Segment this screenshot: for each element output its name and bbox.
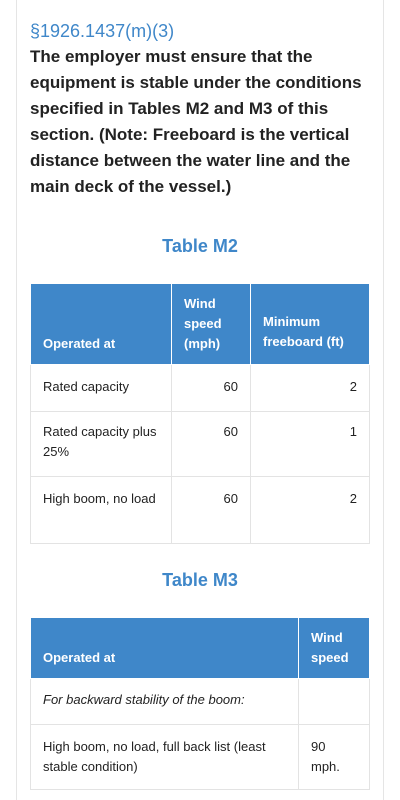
table-m3-empty-cell (299, 679, 370, 725)
section-statement: The employer must ensure that the equipment is stable under the conditions specified in Tables M2 and M3 of this section. (Note: Freeboard is the vertical distance between the water line and the main deck of the vessel.) (30, 47, 362, 196)
table-m2-cell-condition: Rated capacity (31, 365, 172, 412)
table-m2-header-minimum-freeboard: Minimum freeboard (ft) (251, 284, 370, 365)
table-row (31, 725, 370, 790)
table-m3-subheading: For backward stability of the boom: (31, 679, 299, 725)
table-m3-header-row (31, 618, 370, 679)
content (30, 0, 370, 790)
table-m2-cell-condition: Rated capacity plus 25% (31, 412, 172, 477)
table-m3 (30, 617, 370, 790)
table-m2-header-operated-at: Operated at (31, 284, 172, 365)
table-row (31, 477, 370, 544)
table-m2 (30, 283, 370, 544)
table-m2-cell-freeboard: 2 (251, 365, 370, 412)
right-margin-rule (383, 0, 384, 800)
table-m3-header-wind-speed: Wind speed (299, 618, 370, 679)
table-m3-title: Table M3 (162, 570, 238, 590)
section-reference: §1926.1437(m)(3) (30, 21, 175, 41)
table-m3-cell-wind-speed: 90 mph. (299, 725, 370, 790)
table-m2-header-wind-speed: Wind speed (mph) (172, 284, 251, 365)
left-margin-rule (16, 0, 17, 800)
table-m2-cell-freeboard: 1 (251, 412, 370, 477)
table-m2-header-row (31, 284, 370, 365)
table-row (31, 365, 370, 412)
table-row (31, 679, 370, 725)
table-m2-cell-wind-speed: 60 (172, 477, 251, 544)
table-m2-cell-wind-speed: 60 (172, 412, 251, 477)
table-m2-cell-wind-speed: 60 (172, 365, 251, 412)
table-m2-cell-condition: High boom, no load (31, 477, 172, 544)
table-m2-cell-freeboard: 2 (251, 477, 370, 544)
table-row (31, 412, 370, 477)
table-m3-cell-condition: High boom, no load, full back list (least stable condition) (31, 725, 299, 790)
table-m3-header-operated-at: Operated at (31, 618, 299, 679)
table-m2-title: Table M2 (162, 236, 238, 256)
